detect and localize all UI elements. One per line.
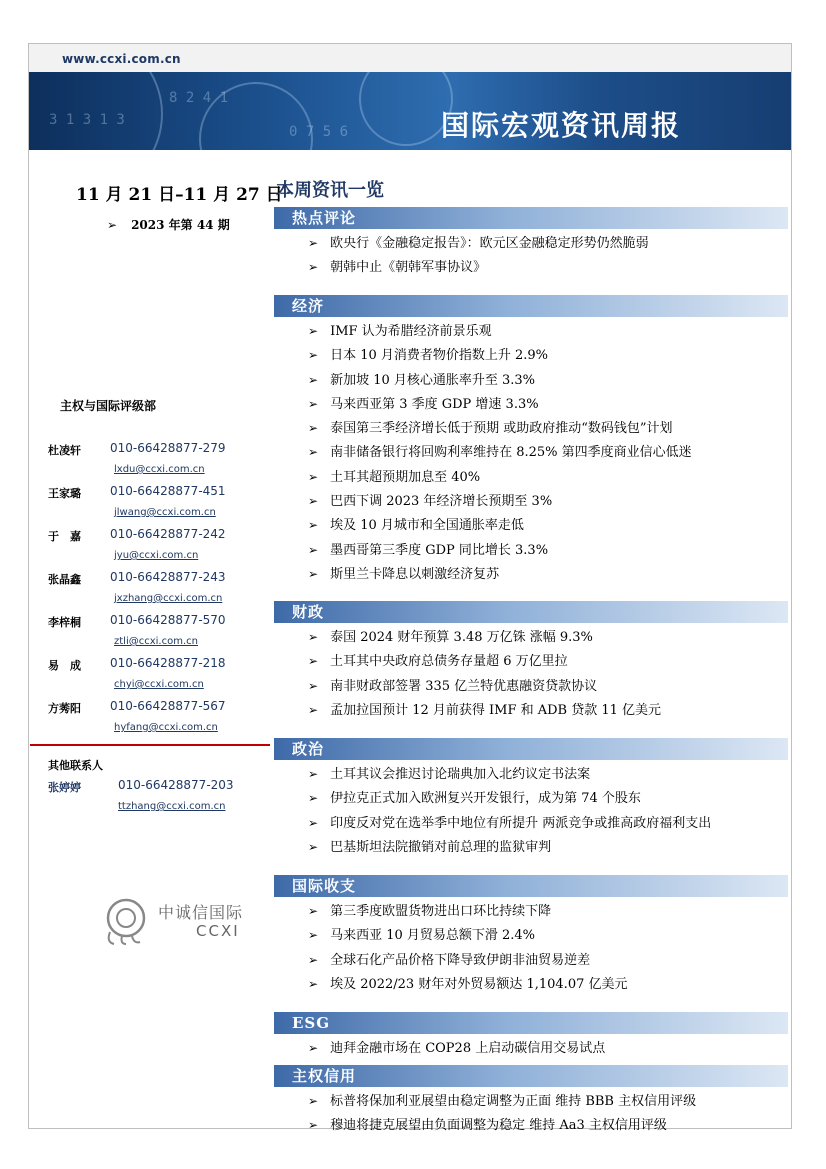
logo-mark-icon [100, 896, 156, 946]
arrow-icon: ➢ [308, 815, 319, 830]
divider [30, 744, 270, 746]
logo-text-en: CCXI [196, 922, 240, 940]
arrow-icon: ➢ [308, 469, 319, 484]
contact-phone: 010-66428877-242 [110, 527, 226, 541]
contact-item [48, 528, 268, 571]
section-balance-of-payments [274, 875, 788, 996]
arrow-icon: ➢ [308, 839, 319, 854]
contact-item [48, 571, 268, 614]
section-esg [274, 1012, 788, 1060]
list-item[interactable]: ➢ 斯里兰卡降息以刺激经济复苏 [308, 566, 500, 582]
contact-email-link[interactable]: jyu@ccxi.com.cn [114, 550, 199, 561]
list-item[interactable]: ➢ 马来西亚第 3 季度 GDP 增速 3.3% [308, 396, 539, 412]
logo-text-cn: 中诚信国际 [158, 903, 244, 922]
arrow-icon: ➢ [308, 1094, 319, 1108]
contact-list [48, 442, 268, 743]
section-fiscal [274, 601, 788, 722]
contact-phone: 010-66428877-279 [110, 441, 226, 455]
list-item[interactable]: ➢ 伊拉克正式加入欧洲复兴开发银行，成为第 74 个股东 [308, 791, 641, 807]
contact-name: 王家璐 [48, 487, 81, 500]
list-item[interactable]: ➢ 第三季度欧盟货物进出口环比持续下降 [308, 904, 552, 919]
list-item[interactable]: ➢ 土耳其议会推迟讨论瑞典加入北约议定书法案 [308, 767, 591, 782]
arrow-icon: ➢ [308, 678, 319, 693]
arrow-icon: ➢ [107, 218, 118, 232]
weekly-overview-title: 本周资讯一览 [276, 180, 384, 201]
list-item[interactable]: ➢ 埃及 2022/23 财年对外贸易额达 1,104.07 亿美元 [308, 976, 628, 992]
list-item[interactable]: ➢ 巴西下调 2023 年经济增长预期至 3% [308, 494, 553, 510]
section-header: 国际收支 [274, 875, 788, 897]
contact-name: 杜凌轩 [48, 444, 81, 457]
section-header: 政治 [274, 738, 788, 760]
arrow-icon: ➢ [308, 928, 319, 943]
arrow-icon: ➢ [308, 236, 319, 250]
ccxi-logo [100, 896, 260, 946]
contact-email-link[interactable]: ztli@ccxi.com.cn [114, 636, 198, 647]
list-item[interactable]: ➢ 迪拜金融市场在 COP28 上启动碳信用交易试点 [308, 1041, 606, 1056]
list-item[interactable]: ➢ 全球石化产品价格下降导致伊朗非油贸易逆差 [308, 952, 591, 968]
list-item[interactable]: ➢ 土耳其中央政府总债务存量超 6 万亿里拉 [308, 654, 568, 670]
contact-phone: 010-66428877-218 [110, 656, 226, 670]
contact-email-link[interactable]: ttzhang@ccxi.com.cn [118, 801, 226, 812]
arrow-icon: ➢ [308, 518, 319, 533]
other-contacts-title: 其他联系人 [48, 759, 103, 772]
contact-email-link[interactable]: jxzhang@ccxi.com.cn [114, 593, 223, 604]
arrow-icon: ➢ [308, 542, 319, 557]
contact-email-link[interactable]: hyfang@ccxi.com.cn [114, 722, 218, 733]
arrow-icon: ➢ [308, 566, 319, 581]
arrow-icon: ➢ [308, 348, 319, 363]
issue-number: ➢ 2023 年第 44 期 [107, 218, 230, 232]
list-item[interactable]: ➢ 标普将保加利亚展望由稳定调整为正面 维持 BBB 主权信用评级 [308, 1094, 697, 1109]
contact-item [48, 485, 268, 528]
list-item[interactable]: ➢ 墨西哥第三季度 GDP 同比增长 3.3% [308, 542, 549, 558]
arrow-icon: ➢ [308, 702, 319, 717]
contact-name: 易 成 [48, 659, 81, 672]
contact-item [48, 700, 268, 743]
section-politics [274, 738, 788, 859]
list-item[interactable]: ➢ 新加坡 10 月核心通胀率升至 3.3% [308, 372, 536, 388]
arrow-icon: ➢ [308, 630, 319, 644]
list-item[interactable]: ➢ 穆迪将捷克展望由负面调整为稳定 维持 Aa3 主权信用评级 [308, 1118, 667, 1134]
list-item[interactable]: ➢ 欧央行《金融稳定报告》：欧元区金融稳定形势仍然脆弱 [308, 236, 649, 251]
arrow-icon: ➢ [308, 494, 319, 509]
arrow-icon: ➢ [308, 421, 319, 436]
section-header: 财政 [274, 601, 788, 623]
contact-name: 张婷婷 [48, 781, 81, 794]
arrow-icon: ➢ [308, 445, 319, 460]
section-header: 经济 [274, 295, 788, 317]
arrow-icon: ➢ [308, 372, 319, 387]
department-name: 主权与国际评级部 [60, 399, 157, 413]
list-item[interactable]: ➢ 埃及 10 月城市和全国通胀率走低 [308, 518, 524, 534]
contact-phone: 010-66428877-567 [110, 699, 226, 713]
contact-phone: 010-66428877-203 [118, 778, 234, 792]
arrow-icon: ➢ [308, 1041, 319, 1055]
arrow-icon: ➢ [308, 976, 319, 991]
section-economy [274, 295, 788, 586]
arrow-icon: ➢ [308, 952, 319, 967]
arrow-icon: ➢ [308, 396, 319, 411]
list-item[interactable]: ➢ 土耳其超预期加息至 40% [308, 469, 481, 485]
contact-item [48, 657, 268, 700]
header-banner: 3 1 3 1 3 8 2 4 1 0 7 5 6 国际宏观资讯周报 [29, 72, 791, 150]
list-item[interactable]: ➢ 巴基斯坦法院撤销对前总理的监狱审判 [308, 839, 552, 855]
list-item[interactable]: ➢ 南非财政部签署 335 亿兰特优惠融资贷款协议 [308, 678, 598, 694]
section-header: ESG [274, 1012, 788, 1034]
list-item[interactable]: ➢ 南非储备银行将回购利率维持在 8.25% 第四季度商业信心低迷 [308, 445, 692, 461]
date-range: 11 月 21 日–11 月 27 日 [76, 185, 283, 205]
arrow-icon: ➢ [308, 324, 319, 338]
list-item[interactable]: ➢ IMF 认为希腊经济前景乐观 [308, 324, 492, 339]
section-header: 热点评论 [274, 207, 788, 229]
arrow-icon: ➢ [308, 260, 319, 275]
list-item[interactable]: ➢ 朝韩中止《朝韩军事协议》 [308, 260, 487, 276]
contact-phone: 010-66428877-451 [110, 484, 226, 498]
arrow-icon: ➢ [308, 791, 319, 806]
section-hot-topics [274, 207, 788, 280]
report-title: 国际宏观资讯周报 [440, 109, 681, 142]
arrow-icon: ➢ [308, 654, 319, 669]
contact-item [48, 614, 268, 657]
list-item[interactable]: ➢ 泰国第三季经济增长低于预期 或助政府推动“数码钱包”计划 [308, 421, 673, 437]
contact-phone: 010-66428877-570 [110, 613, 226, 627]
list-item[interactable]: ➢ 印度反对党在选举季中地位有所提升 两派竞争或推高政府福利支出 [308, 815, 712, 831]
contact-email-link[interactable]: chyi@ccxi.com.cn [114, 679, 204, 690]
contact-name: 于 嘉 [48, 530, 81, 543]
contact-name: 张晶鑫 [48, 573, 81, 586]
contact-email-link[interactable]: jlwang@ccxi.com.cn [114, 507, 216, 518]
arrow-icon: ➢ [308, 904, 319, 918]
contact-email-link[interactable]: lxdu@ccxi.com.cn [114, 464, 205, 475]
list-item[interactable]: ➢ 泰国 2024 财年预算 3.48 万亿铢 涨幅 9.3% [308, 630, 593, 645]
contact-item [48, 442, 268, 485]
contact-name: 李梓桐 [48, 616, 81, 629]
list-item[interactable]: ➢ 马来西亚 10 月贸易总额下滑 2.4% [308, 928, 536, 944]
arrow-icon: ➢ [308, 767, 319, 781]
section-header: 主权信用 [274, 1065, 788, 1087]
arrow-icon: ➢ [308, 1118, 319, 1133]
section-sovereign-credit [274, 1065, 788, 1138]
list-item[interactable]: ➢ 孟加拉国预计 12 月前获得 IMF 和 ADB 贷款 11 亿美元 [308, 702, 662, 718]
list-item[interactable]: ➢ 日本 10 月消费者物价指数上升 2.9% [308, 348, 549, 364]
contact-name: 方莠阳 [48, 702, 81, 715]
site-url[interactable]: www.ccxi.com.cn [62, 52, 181, 66]
contact-phone: 010-66428877-243 [110, 570, 226, 584]
